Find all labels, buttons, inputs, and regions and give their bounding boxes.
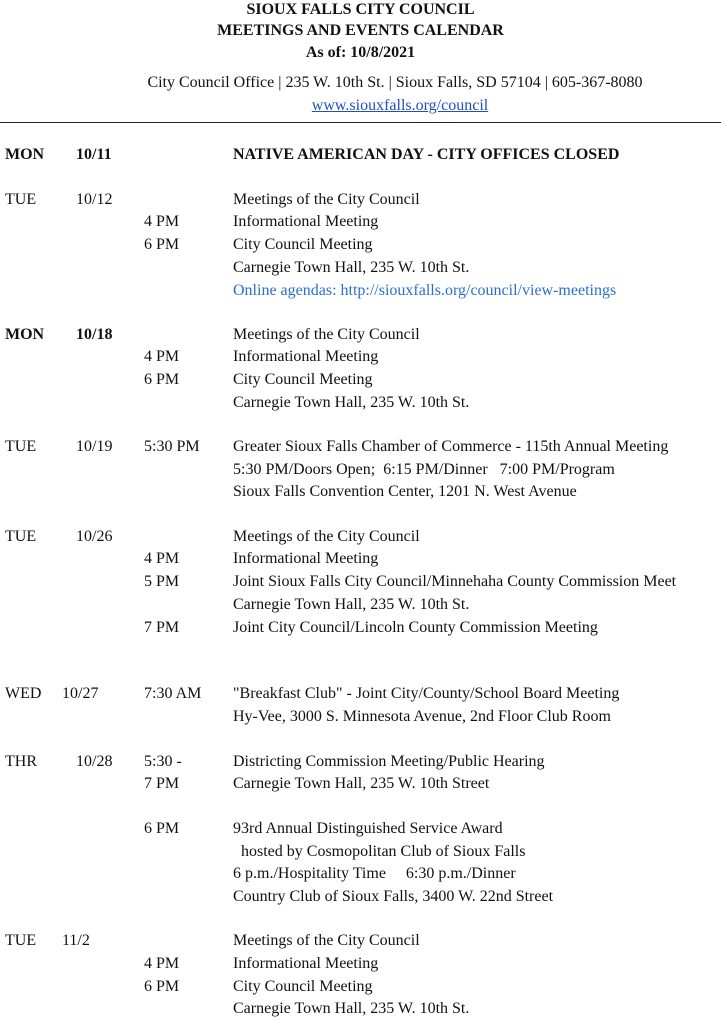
event-time: 7 PM — [144, 619, 180, 636]
event-description: City Council Meeting — [233, 371, 373, 388]
event-time: 4 PM — [144, 213, 180, 230]
event-description: Informational Meeting — [233, 213, 379, 230]
event-description: Meetings of the City Council — [233, 191, 420, 208]
event-description: Meetings of the City Council — [233, 932, 420, 949]
event-description: Greater Sioux Falls Chamber of Commerce - 115th Annual Meeting — [233, 438, 669, 455]
event-location: Country Club of Sioux Falls, 3400 W. 22nd Street — [233, 888, 554, 905]
event-date: 10/12 — [76, 191, 113, 208]
online-agendas-link[interactable]: Online agendas: http://siouxfalls.org/council/view-meetings — [233, 282, 617, 299]
event-date: 11/2 — [62, 932, 90, 949]
event-time: 5:30 PM — [144, 438, 200, 455]
event-location: Carnegie Town Hall, 235 W. 10th Street — [233, 775, 490, 792]
event-day: THR — [5, 753, 37, 770]
event-time: 5:30 - — [144, 753, 182, 770]
event-description: Joint City Council/Lincoln County Commission Meeting — [233, 619, 598, 636]
event-date: 10/27 — [62, 685, 99, 702]
header-divider — [0, 122, 721, 123]
event-description: Informational Meeting — [233, 348, 379, 365]
event-day: TUE — [5, 191, 37, 208]
event-day: TUE — [5, 528, 37, 545]
event-description: Informational Meeting — [233, 550, 379, 567]
event-time: 7 PM — [144, 775, 180, 792]
document-title: SIOUX FALLS CITY COUNCIL — [246, 1, 475, 18]
event-location: Hy-Vee, 3000 S. Minnesota Avenue, 2nd Floor Club Room — [233, 708, 611, 725]
council-website-link[interactable]: www.siouxfalls.org/council — [311, 97, 489, 114]
event-time: 6 PM — [144, 236, 180, 253]
event-description: hosted by Cosmopolitan Club of Sioux Falls — [233, 843, 526, 860]
event-time: 4 PM — [144, 955, 180, 972]
event-day: TUE — [5, 438, 37, 455]
event-time: 4 PM — [144, 348, 180, 365]
as-of-date: As of: 10/8/2021 — [305, 44, 416, 61]
event-time: 6 PM — [144, 978, 180, 995]
document-subtitle: MEETINGS AND EVENTS CALENDAR — [217, 22, 504, 39]
event-description: 6 p.m./Hospitality Time 6:30 p.m./Dinner — [233, 865, 516, 882]
event-description: City Council Meeting — [233, 236, 373, 253]
event-description: Meetings of the City Council — [233, 326, 420, 343]
event-location: Carnegie Town Hall, 235 W. 10th St. — [233, 259, 470, 276]
event-day: TUE — [5, 932, 37, 949]
event-time: 6 PM — [144, 371, 180, 388]
event-date: 10/11 — [76, 146, 112, 163]
event-time: 5 PM — [144, 573, 180, 590]
event-date: 10/26 — [76, 528, 113, 545]
event-description: City Council Meeting — [233, 978, 373, 995]
event-day: WED — [5, 685, 42, 702]
event-time: 6 PM — [144, 820, 180, 837]
event-description: 93rd Annual Distinguished Service Award — [233, 820, 503, 837]
event-description: 5:30 PM/Doors Open; 6:15 PM/Dinner 7:00 PM/Program — [233, 461, 615, 478]
event-description: Joint Sioux Falls City Council/Minnehaha County Commission Meet — [233, 573, 677, 590]
event-description: Districting Commission Meeting/Public Hearing — [233, 753, 545, 770]
event-day: MON — [5, 326, 45, 343]
event-time: 4 PM — [144, 550, 180, 567]
office-contact-line: City Council Office | 235 W. 10th St. | Sioux Falls, SD 57104 | 605-367-8080 — [147, 74, 643, 91]
event-time: 7:30 AM — [144, 685, 202, 702]
event-description: "Breakfast Club" - Joint City/County/School Board Meeting — [233, 685, 620, 702]
event-location: Carnegie Town Hall, 235 W. 10th St. — [233, 394, 470, 411]
event-location: Carnegie Town Hall, 235 W. 10th St. — [233, 1000, 470, 1017]
event-location: Sioux Falls Convention Center, 1201 N. West Avenue — [233, 483, 577, 500]
event-date: 10/19 — [76, 438, 113, 455]
event-location: Carnegie Town Hall, 235 W. 10th St. — [233, 596, 470, 613]
event-description: Meetings of the City Council — [233, 528, 420, 545]
event-date: 10/28 — [76, 753, 113, 770]
event-description: NATIVE AMERICAN DAY - CITY OFFICES CLOSED — [233, 146, 620, 163]
event-date: 10/18 — [76, 326, 113, 343]
event-day: MON — [5, 146, 45, 163]
event-description: Informational Meeting — [233, 955, 379, 972]
